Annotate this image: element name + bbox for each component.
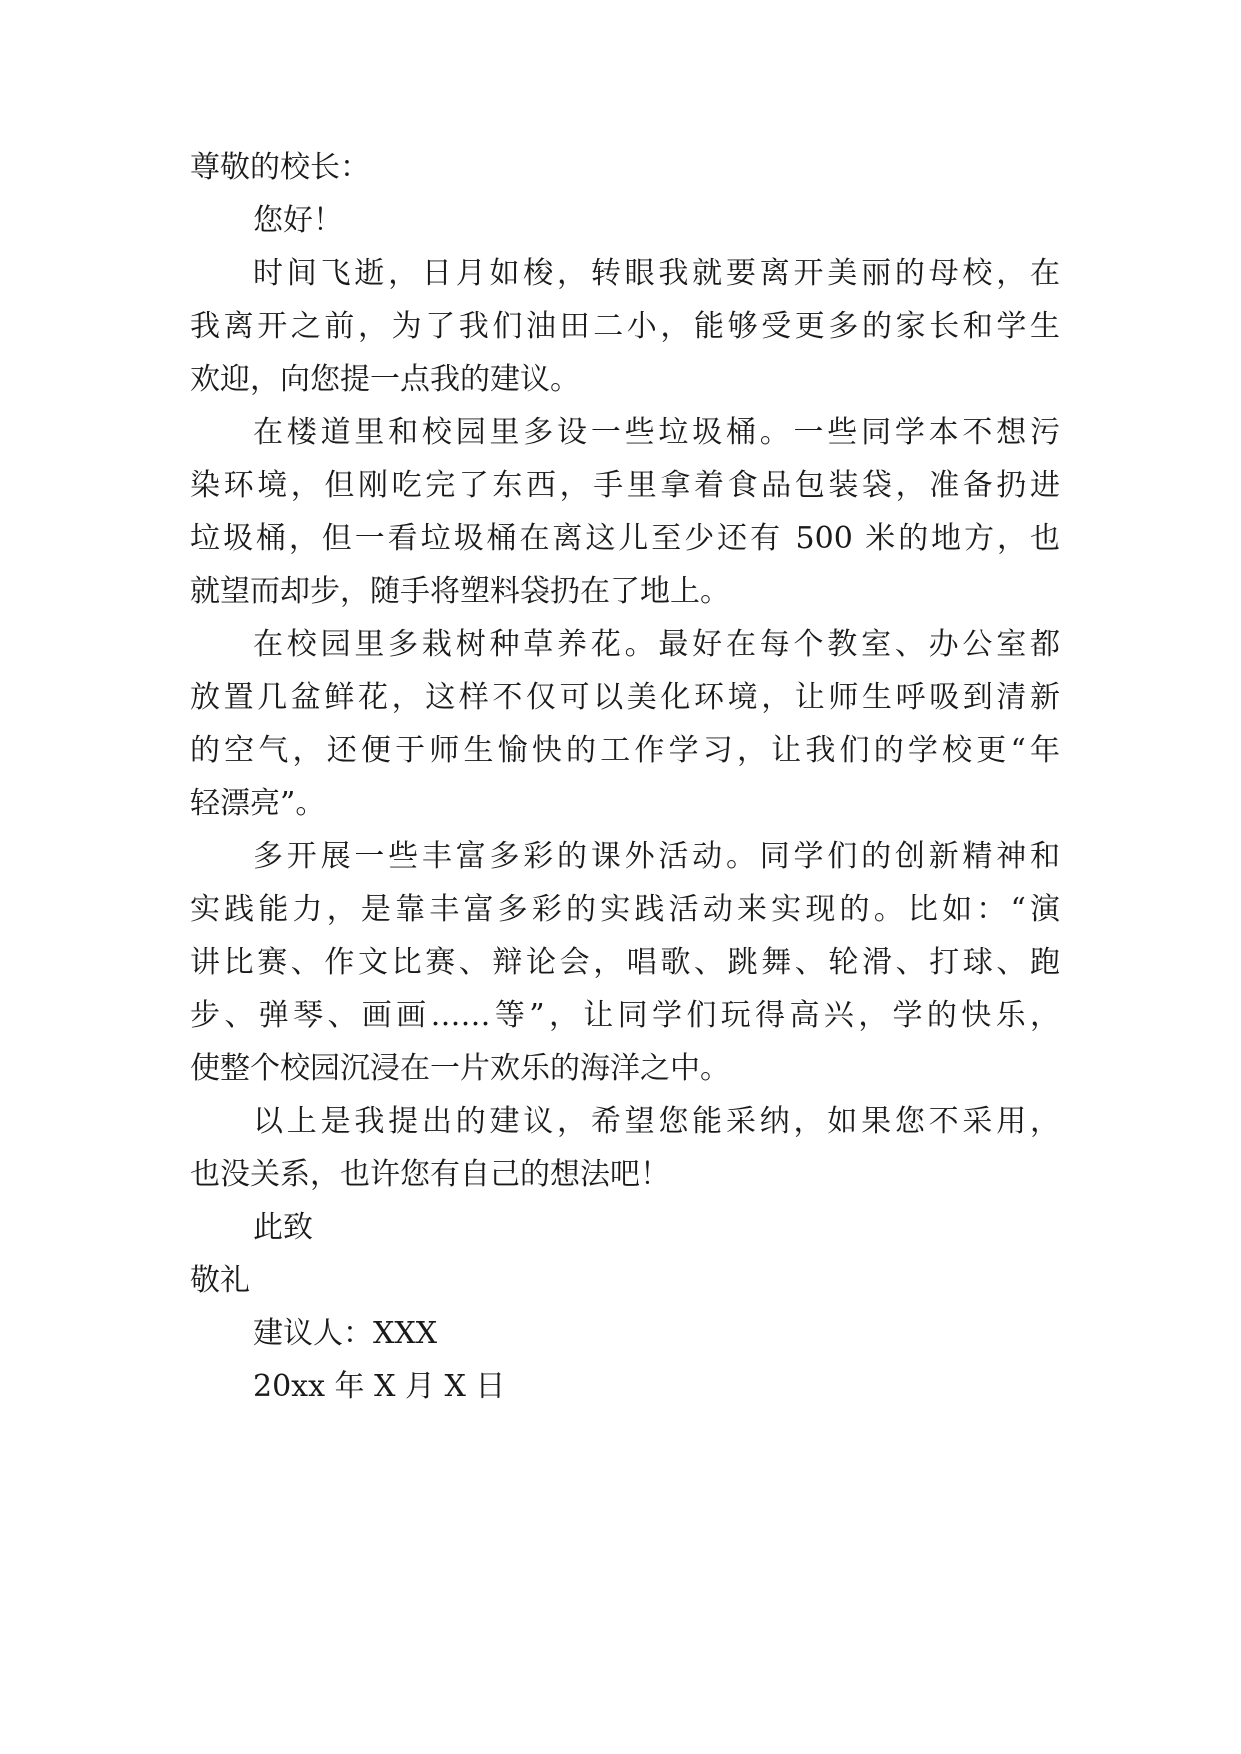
signature: 建议人：XXX bbox=[253, 1316, 438, 1351]
paragraph-1-line-1: 时间飞逝，日月如梭，转眼我就要离开美丽的母校，在 bbox=[253, 256, 1060, 291]
date: 20xx 年 X 月 X 日 bbox=[253, 1369, 506, 1404]
greeting: 您好！ bbox=[253, 203, 343, 238]
paragraph-3-line-3: 的空气，还便于师生愉快的工作学习，让我们的学校更“年 bbox=[190, 733, 1060, 768]
paragraph-4-line-1: 多开展一些丰富多彩的课外活动。同学们的创新精神和 bbox=[253, 839, 1060, 874]
paragraph-4-line-4: 步、弹琴、画画……等”，让同学们玩得高兴，学的快乐， bbox=[190, 998, 1060, 1033]
paragraph-2-line-3: 垃圾桶，但一看垃圾桶在离这儿至少还有 500 米的地方，也 bbox=[190, 521, 1060, 556]
paragraph-2-line-4: 就望而却步，随手将塑料袋扔在了地上。 bbox=[190, 574, 730, 609]
paragraph-4-line-2: 实践能力，是靠丰富多彩的实践活动来实现的。比如：“演 bbox=[190, 892, 1060, 927]
paragraph-1-line-2: 我离开之前，为了我们油田二小，能够受更多的家长和学生 bbox=[190, 309, 1060, 344]
paragraph-1-line-3: 欢迎，向您提一点我的建议。 bbox=[190, 362, 580, 397]
closing-jingli: 敬礼 bbox=[190, 1263, 250, 1298]
paragraph-4-line-3: 讲比赛、作文比赛、辩论会，唱歌、跳舞、轮滑、打球、跑 bbox=[190, 945, 1060, 980]
closing-cizhi: 此致 bbox=[253, 1210, 313, 1245]
paragraph-3-line-4: 轻漂亮”。 bbox=[190, 786, 326, 821]
paragraph-3-line-1: 在校园里多栽树种草养花。最好在每个教室、办公室都 bbox=[253, 627, 1060, 662]
salutation: 尊敬的校长： bbox=[190, 150, 370, 185]
paragraph-3-line-2: 放置几盆鲜花，这样不仅可以美化环境，让师生呼吸到清新 bbox=[190, 680, 1060, 715]
paragraph-5-line-2: 也没关系，也许您有自己的想法吧！ bbox=[190, 1157, 670, 1192]
paragraph-4-line-5: 使整个校园沉浸在一片欢乐的海洋之中。 bbox=[190, 1051, 730, 1086]
paragraph-5-line-1: 以上是我提出的建议，希望您能采纳，如果您不采用， bbox=[253, 1104, 1060, 1139]
paragraph-2-line-1: 在楼道里和校园里多设一些垃圾桶。一些同学本不想污 bbox=[253, 415, 1060, 450]
paragraph-2-line-2: 染环境，但刚吃完了东西，手里拿着食品包装袋，准备扔进 bbox=[190, 468, 1060, 503]
